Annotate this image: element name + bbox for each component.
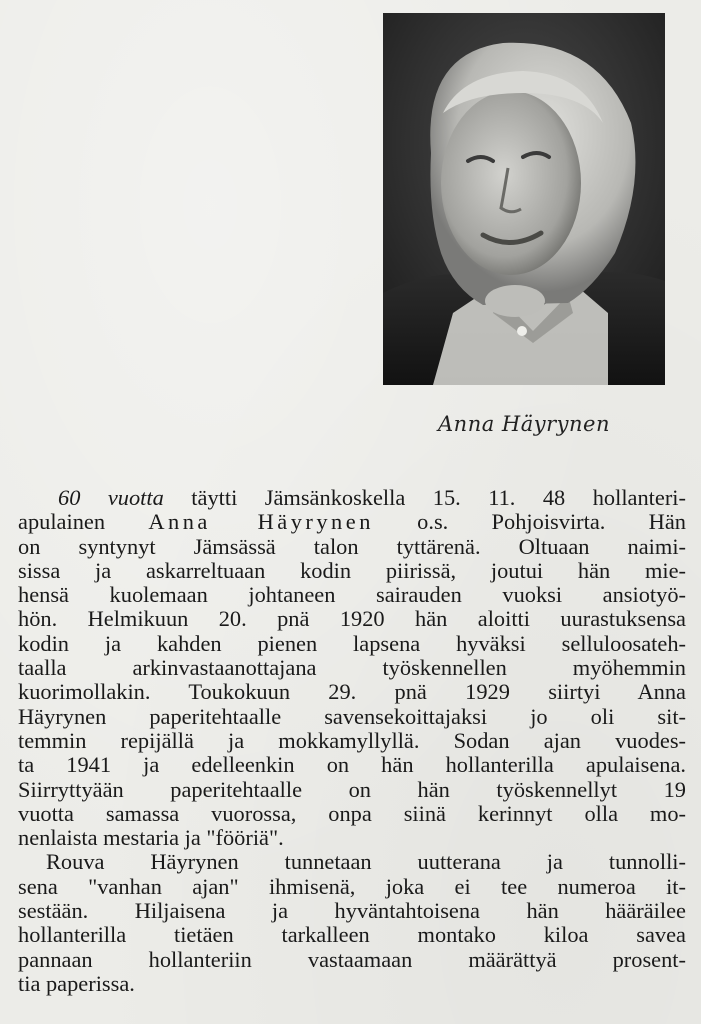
article-line: 60 vuotta täytti Jämsänkoskella 15. 11. 48 hollanteri-: [58, 485, 686, 510]
article-line: on syntynyt Jämsässä talon tyttärenä. Oltuaan naimi-: [18, 533, 686, 559]
article-line: hensä kuolemaan johtaneen sairauden vuoksi ansiotyö-: [18, 582, 686, 608]
article-line: hön. Helmikuun 20. pnä 1920 hän aloitti uurastuksensa: [18, 606, 686, 632]
article-line: tia paperissa.: [18, 970, 135, 996]
article-line: Häyrynen paperitehtaalle savensekoittajaksi jo oli sit-: [18, 703, 686, 729]
article-line: taalla arkinvastaanottajana työskennellen myöhemmin: [18, 655, 686, 681]
article-line: nenlaista mestaria ja "fööriä".: [18, 825, 284, 851]
article-line: pannaan hollanteriin vastaamaan määrättyä prosent-: [18, 946, 686, 972]
portrait-photo: [383, 13, 665, 385]
article-line: Rouva Häyrynen tunnetaan uutterana ja tunnolli-: [46, 849, 686, 875]
article-line: temmin repijällä ja mokkamyllyllä. Sodan ajan vuodes-: [18, 727, 686, 753]
article-line: ta 1941 ja edelleenkin on hän hollanterilla apulaisena.: [18, 752, 686, 778]
article-line: sestään. Hiljaisena ja hyväntahtoisena hän hääräilee: [18, 898, 686, 924]
article-line: sissa ja askarreltuaan kodin piirissä, joutui hän mie-: [18, 557, 686, 583]
article-line: hollanterilla tietäen tarkalleen montako kiloa savea: [18, 922, 686, 948]
article-line: apulainen Anna Häyrynen o.s. Pohjoisvirta. Hän: [18, 509, 686, 535]
article-line: Siirryttyään paperitehtaalle on hän työskennellyt 19: [18, 776, 686, 802]
person-name: Anna Häyrynen: [148, 509, 374, 535]
lead-phrase: 60 vuotta: [58, 485, 164, 510]
article-line: kodin ja kahden pienen lapsena hyväksi selluloosateh-: [18, 630, 686, 656]
article-line: vuotta samassa vuorossa, onpa siinä kerinnyt olla mo-: [18, 800, 686, 826]
photo-caption: Anna Häyrynen: [438, 412, 610, 436]
article-line: sena "vanhan ajan" ihmisenä, joka ei tee numeroa it-: [18, 873, 686, 899]
article-body: [18, 486, 686, 996]
article-line: kuorimollakin. Toukokuun 29. pnä 1929 siirtyi Anna: [18, 679, 686, 705]
